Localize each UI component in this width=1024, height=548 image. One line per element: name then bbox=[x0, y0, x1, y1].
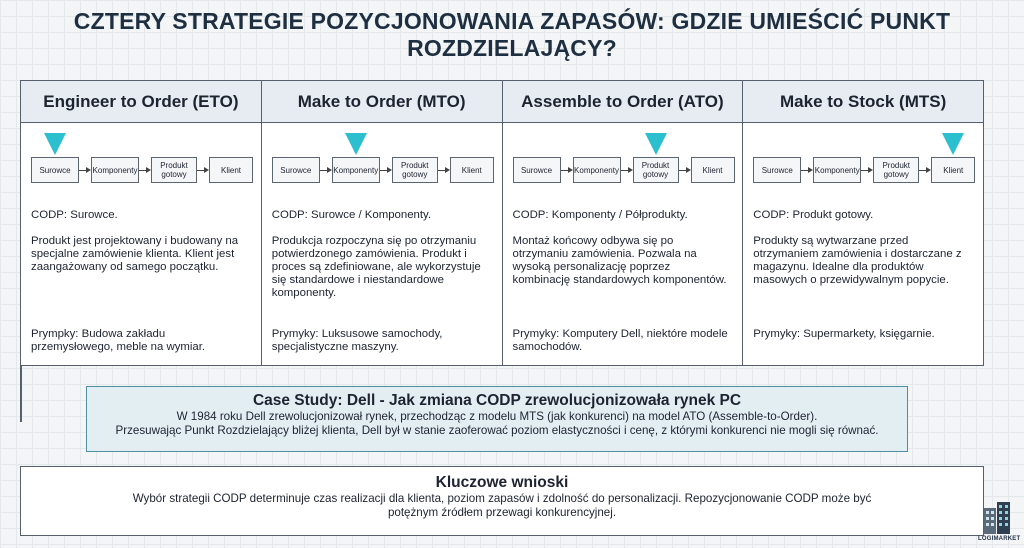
codp-label: CODP: Surowce / Komponenty. bbox=[271, 209, 432, 221]
strategy-examples: Prymyky: Supermarkety, księgarnie. bbox=[753, 328, 935, 340]
strategy-column-eto bbox=[21, 81, 262, 365]
arrow-right-icon bbox=[919, 166, 931, 174]
strategy-header: Engineer to Order (ETO) bbox=[21, 81, 261, 123]
arrow-right-icon bbox=[79, 166, 91, 174]
flow-node-customer: Klient bbox=[450, 157, 494, 183]
strategy-text bbox=[272, 209, 490, 313]
flow-node-raw-materials: Surowce bbox=[31, 157, 79, 183]
arrow-right-icon bbox=[139, 166, 151, 174]
flow-node-components: Komponenty bbox=[813, 157, 861, 183]
case-study-line-2: Przesuwając Punkt Rozdzielający bliżej klienta, Dell był w stanie zaoferować poziom elastyczności i cenę, z którymi konkurenci nie mogli się równać. bbox=[115, 423, 879, 437]
arrow-right-icon bbox=[679, 166, 691, 174]
strategy-examples: Prymyky: Luksusowe samochody, specjalistyczne maszyny. bbox=[271, 328, 443, 353]
strategy-header: Make to Order (MTO) bbox=[262, 81, 502, 123]
strategy-column-mto bbox=[262, 81, 503, 365]
codp-flow-diagram bbox=[31, 125, 253, 201]
key-takeaways-box bbox=[20, 466, 984, 536]
strategy-grid bbox=[20, 80, 984, 366]
flow-node-customer: Klient bbox=[931, 157, 975, 183]
codp-flow-diagram bbox=[513, 125, 735, 201]
flow-node-raw-materials: Surowce bbox=[753, 157, 801, 183]
flow-node-customer: Klient bbox=[691, 157, 735, 183]
flow-node-components: Komponenty bbox=[332, 157, 380, 183]
codp-label: CODP: Surowce. bbox=[31, 209, 118, 221]
strategy-header: Assemble to Order (ATO) bbox=[503, 81, 743, 123]
strategy-description: Produkt jest projektowany i budowany na specjalne zamówienie klienta. Klient jest zaangażowany od samego początku. bbox=[31, 235, 239, 273]
flow-node-raw-materials: Surowce bbox=[513, 157, 561, 183]
strategy-text bbox=[31, 209, 249, 287]
arrow-right-icon bbox=[438, 166, 450, 174]
strategy-text bbox=[513, 209, 731, 300]
strategy-text bbox=[753, 209, 971, 300]
flow-node-raw-materials: Surowce bbox=[272, 157, 320, 183]
arrow-right-icon bbox=[621, 166, 633, 174]
strategy-header: Make to Stock (MTS) bbox=[743, 81, 983, 123]
flow-node-components: Komponenty bbox=[91, 157, 139, 183]
strategy-examples: Prymyky: Komputery Dell, niektóre modele samochodów. bbox=[512, 328, 728, 353]
key-takeaways-title: Kluczowe wnioski bbox=[435, 474, 569, 491]
strategy-examples: Prympky: Budowa zakładu przemysłowego, meble na wymiar. bbox=[31, 328, 206, 353]
flow-node-finished-product: Produkt gotowy bbox=[151, 157, 197, 183]
case-study-box bbox=[86, 386, 908, 452]
arrow-right-icon bbox=[861, 166, 873, 174]
strategy-description: Montaż końcowy odbywa się po otrzymaniu zamówienia. Pozwala na wysoką personalizację poprzez kombinację standardowych komponentów. bbox=[512, 235, 727, 286]
codp-marker-icon bbox=[44, 133, 66, 155]
flow-node-finished-product: Produkt gotowy bbox=[392, 157, 438, 183]
logo-text: LOGIMARKET bbox=[978, 536, 1021, 542]
case-study-line-1: W 1984 roku Dell zrewolucjonizował rynek, przechodząc z modelu MTS (jak konkurenci) na model ATO (Assemble-to-Order). bbox=[176, 410, 818, 423]
strategy-column-ato bbox=[503, 81, 744, 365]
codp-marker-icon bbox=[345, 133, 367, 155]
case-study-title: Case Study: Dell - Jak zmiana CODP zrewolucjonizowała rynek PC bbox=[252, 392, 742, 409]
connector-line bbox=[20, 366, 22, 422]
codp-flow-diagram bbox=[753, 125, 975, 201]
page-title: CZTERY STRATEGIE POZYCJONOWANIA ZAPASÓW: GDZIE UMIEŚCIĆ PUNKT ROZDZIELAJĄCY? bbox=[73, 8, 951, 61]
codp-marker-icon bbox=[645, 133, 667, 155]
arrow-right-icon bbox=[197, 166, 209, 174]
codp-marker-icon bbox=[942, 133, 964, 155]
strategy-column-mts bbox=[743, 81, 983, 365]
codp-label: CODP: Produkt gotowy. bbox=[753, 209, 874, 221]
codp-flow-diagram bbox=[272, 125, 494, 201]
flow-node-finished-product: Produkt gotowy bbox=[633, 157, 679, 183]
strategy-description: Produkcja rozpoczyna się po otrzymaniu potwierdzonego zamówienia. Produkt i proces są zdefiniowane, ale wykorzystuje się standardowe i niestandardowe komponenty. bbox=[271, 235, 481, 299]
arrow-right-icon bbox=[561, 166, 573, 174]
flow-node-finished-product: Produkt gotowy bbox=[873, 157, 919, 183]
codp-label: CODP: Komponenty / Półprodukty. bbox=[512, 209, 688, 221]
arrow-right-icon bbox=[320, 166, 332, 174]
arrow-right-icon bbox=[380, 166, 392, 174]
arrow-right-icon bbox=[801, 166, 813, 174]
building-logo-icon bbox=[982, 500, 1012, 536]
flow-node-components: Komponenty bbox=[573, 157, 621, 183]
strategy-description: Produkty są wytwarzane przed otrzymaniem zamówienia i dostarczane z magazynu. Idealne dla produktów masowych o przewidywalnym popycie. bbox=[753, 235, 962, 286]
logimarket-logo bbox=[978, 500, 1021, 546]
flow-node-customer: Klient bbox=[209, 157, 253, 183]
key-takeaways-body: Wybór strategii CODP determinuje czas realizacji dla klienta, poziom zapasów i zdolność do personalizacji. Repozycjonowanie CODP może być potężnym źródłem przewagi konkurencyjnej. bbox=[132, 492, 872, 519]
